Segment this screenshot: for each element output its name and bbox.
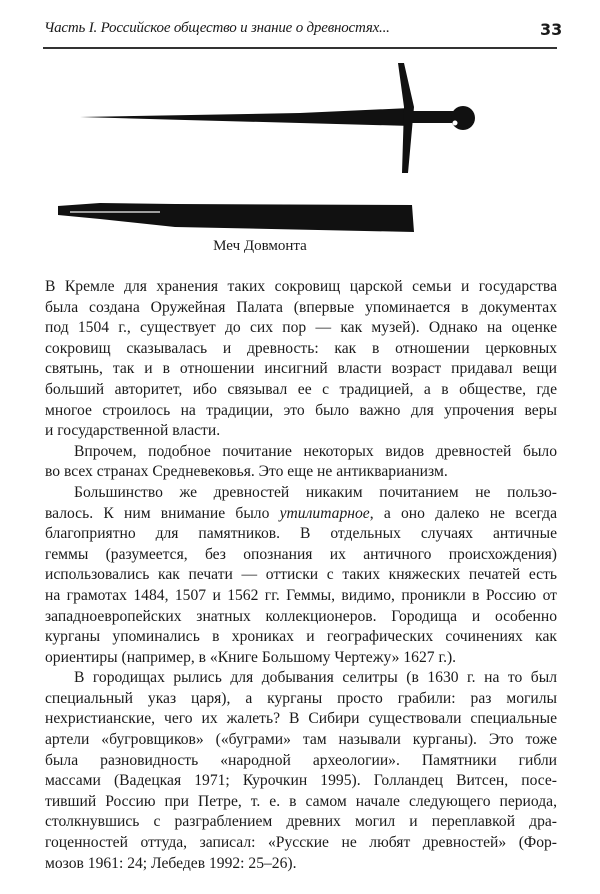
text-line: Большинство же древностей никаким почитанием не пользо-	[74, 483, 557, 501]
paragraph	[45, 668, 557, 874]
text-line: сокровищ сказывалась и древность: как в отношении церковных	[45, 339, 557, 357]
body-text	[45, 277, 557, 874]
text-line	[45, 504, 557, 525]
text-line: В Кремле для хранения таких сокровищ царской семьи и государства	[45, 278, 557, 295]
text-line: массами (Вадецкая 1971; Курочкин 1995). Голландец Витсен, посе-	[45, 772, 557, 790]
text-span: валось. К ним внимание было	[45, 504, 280, 522]
text-line: была создана Оружейная Палата (впервые упоминается в документах	[45, 298, 557, 316]
text-line: геммы (разумеется, без опознания их античного происхождения)	[45, 545, 557, 563]
text-line: курганы упоминались в хрониках и географических сочинениях как	[45, 628, 557, 646]
paragraph	[45, 442, 557, 483]
text-line: мозов 1961: 24; Лебедев 1992: 25–26).	[45, 854, 297, 872]
text-line: под 1504 г., существует до сих пор — как музей). Однако на оценке	[45, 319, 557, 337]
text-line: святынь, так и в отношении инсигний власти возраст придавал вещи	[45, 360, 557, 378]
scabbard-image	[58, 203, 414, 232]
text-line: артели «бугровщиков» («буграми» там называли курганы). Это тоже	[45, 731, 557, 749]
text-line: ориентиры (например, в «Книге Большому Чертежу» 1627 г.).	[45, 648, 457, 666]
text-line: западноевропейских знатных коллекционеров. Городища и особенно	[45, 607, 557, 625]
paragraph	[45, 483, 557, 668]
italic-term: утилитарное	[279, 504, 370, 522]
text-line: использовались как печати — оттиски с таких княжеских печатей есть	[45, 566, 557, 584]
text-line: и государственной власти.	[45, 422, 221, 440]
paragraph	[45, 277, 557, 442]
text-line: была разновидность «народной археологии». Памятники гибли	[45, 751, 557, 769]
text-line: благоприятно для памятников. В отдельных случаях античные	[45, 525, 557, 543]
text-line: во всех странах Средневековья. Это еще не антикварианизм.	[45, 463, 448, 481]
sword-image	[80, 63, 475, 173]
text-line: Впрочем, подобное почитание некоторых видов древностей было	[74, 442, 557, 460]
text-line: многое строилось на традиции, это было важно для упрочения веры	[45, 401, 557, 419]
running-header: Часть I. Российское общество и знание о древностях...	[44, 20, 390, 36]
figure-caption: Меч Довмонта	[213, 238, 307, 254]
header-rule	[43, 47, 557, 49]
text-line: на грамотах 1484, 1507 и 1562 гг. Геммы, видимо, проникли в Россию от	[45, 586, 557, 604]
text-line: В городищах рылись для добывания селитры (в 1630 г. на то был	[74, 669, 557, 687]
text-line: нехристианские, чего их жалеть? В Сибири существовали специальные	[45, 710, 557, 728]
text-span: , а оно далеко не всегда	[369, 504, 557, 522]
text-line: больший авторитет, ибо связывал ее с традицией, а в обществе, где	[45, 380, 557, 398]
sword-illustration	[0, 55, 600, 235]
text-line: специальный указ царя), а курганы просто грабили: раз могилы	[45, 689, 557, 707]
page-number: 33	[540, 20, 563, 39]
text-line: гоценностей оттуда, записал: «Русские не любят древностей» (Фор-	[45, 834, 557, 852]
text-line: тивший Россию при Петре, т. е. в самом начале следующего периода,	[45, 792, 557, 810]
text-line: столкнувшись с разграблением древних могил и переплавкой дра-	[45, 813, 557, 831]
